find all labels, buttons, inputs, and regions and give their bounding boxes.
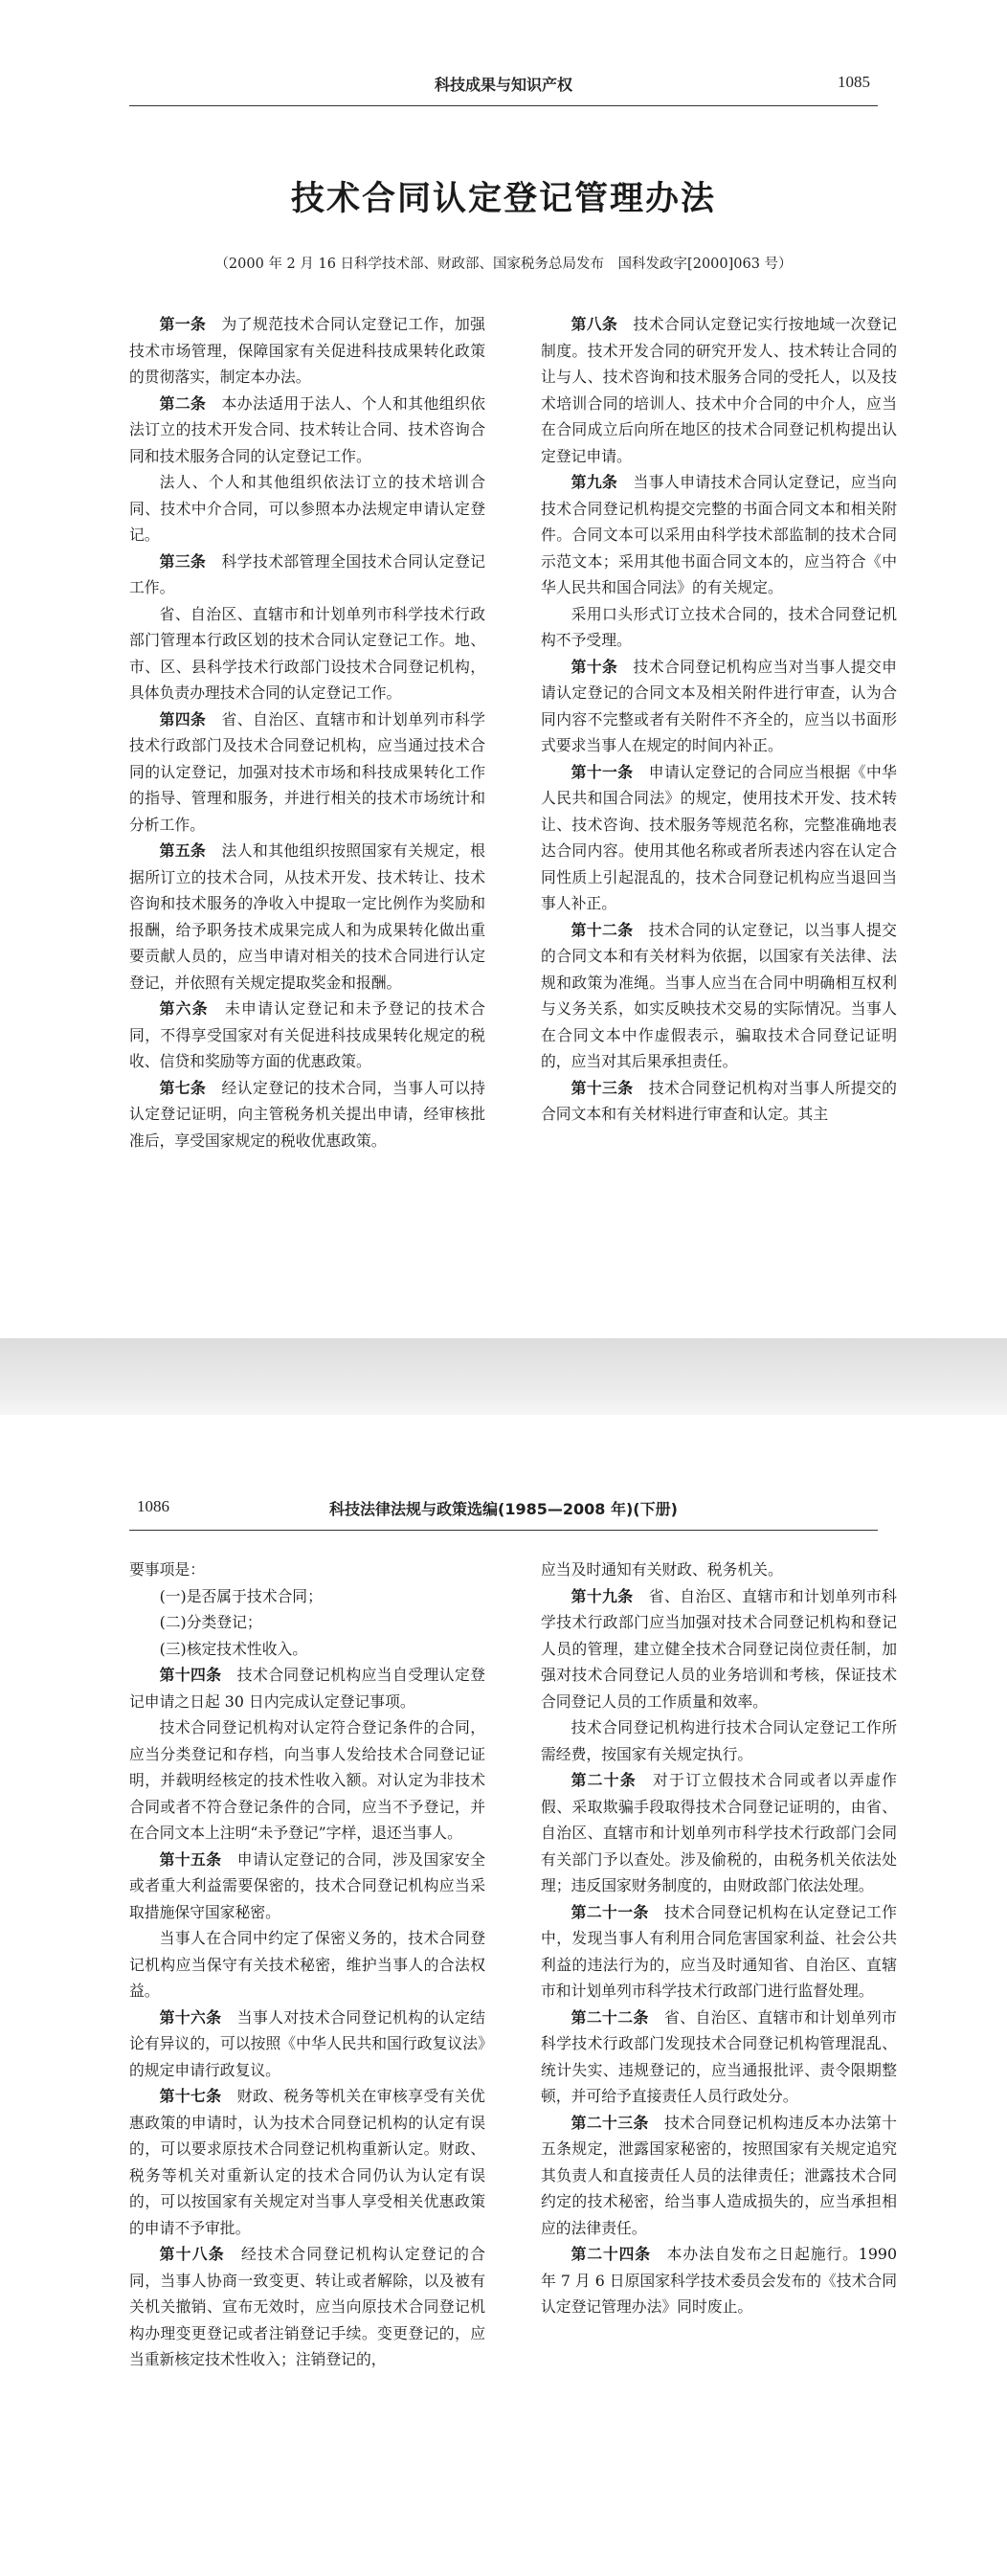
article-text: 技术合同登记机构应当自受理认定登记申请之日起 30 日内完成认定登记事项。 (129, 1666, 485, 1711)
article-paragraph (129, 996, 485, 1075)
article-number: 第十七条 (159, 2087, 222, 2105)
article-text: (二)分类登记； (159, 1613, 262, 1631)
article-number: 第二十四条 (571, 2245, 651, 2263)
article-paragraph (541, 469, 897, 601)
article-number: 第十一条 (571, 762, 634, 781)
article-paragraph (129, 1662, 485, 1714)
article-paragraph (129, 2241, 485, 2373)
article-text: 技术合同登记机构违反本办法第十五条规定，泄露国家秘密的，按照国家有关规定追究其负责人和直接责任人员的法律责任；泄露技术合同约定的技术秘密，给当事人造成损失的，应当承担相应的法律责任。 (541, 2113, 897, 2237)
article-text: 本办法自发布之日起施行。1990 年 7 月 6 日原国家科学技术委员会发布的《技术合同认定登记管理办法》同时废止。 (541, 2245, 897, 2316)
article-paragraph (129, 2083, 485, 2241)
article-number: 第三条 (159, 551, 207, 571)
article-number: 第十二条 (571, 920, 634, 939)
article-text: 科学技术部管理全国技术合同认定登记工作。 (129, 551, 485, 596)
article-paragraph (129, 549, 485, 601)
article-paragraph (129, 1714, 485, 1847)
article-paragraph (129, 706, 485, 839)
article-text: 经技术合同登记机构认定登记的合同，当事人协商一致变更、转让或者解除，以及被有关机关撤销、宣布无效时，应当向原技术合同登记机构办理变更登记或者注销登记手续。变更登记的，应当重新核定技术性收入；注销登记的， (129, 2245, 485, 2368)
article-text: 省、自治区、直辖市和计划单列市科学技术行政部门及技术合同登记机构，应当通过技术合同的认定登记，加强对技术市场和科技成果转化工作的指导、管理和服务，并进行相关的技术市场统计和分析工作。 (129, 709, 485, 834)
article-text: 申请认定登记的合同应当根据《中华人民共和国合同法》的规定，使用技术开发、技术转让、技术咨询、技术服务等规范名称，完整准确地表达合同内容。使用其他名称或者所表述内容在认定合同性质上引起混乱的，技术合同登记机构应当退回当事人补正。 (541, 762, 897, 912)
article-number: 第一条 (159, 315, 207, 333)
article-text: 财政、税务等机关在审核享受有关优惠政策的申请时，认为技术合同登记机构的认定有误的，可以要求原技术合同登记机构重新认定。财政、税务等机关对重新认定的技术合同仍认为认定有误的，可以按国家有关规定对当事人享受相关优惠政策的申请不予审批。 (129, 2087, 485, 2237)
article-paragraph (541, 654, 897, 759)
running-header (129, 1482, 878, 1531)
article-text: 省、自治区、直辖市和计划单列市科学技术行政部门管理本行政区划的技术合同认定登记工作。地、市、区、县科学技术行政部门设技术合同登记机构，具体负责办理技术合同的认定登记工作。 (129, 604, 485, 702)
article-paragraph (541, 2110, 897, 2242)
article-paragraph (129, 1925, 485, 2005)
article-number: 第五条 (159, 841, 207, 860)
article-number: 第九条 (571, 473, 618, 491)
article-paragraph (129, 391, 485, 470)
article-number: 第二十三条 (571, 2113, 649, 2132)
article-number: 第十条 (571, 657, 618, 676)
article-text: 省、自治区、直辖市和计划单列市科学技术行政部门应当加强对技术合同登记机构和登记人员的管理，建立健全技术合同登记岗位责任制，加强对技术合同登记人员的业务培训和考核，保证技术合同登记人员的工作质量和效率。 (541, 1586, 897, 1711)
article-paragraph (129, 311, 485, 391)
article-text: 对于订立假技术合同或者以弄虚作假、采取欺骗手段取得技术合同登记证明的，由省、自治区、直辖市和计划单列市科学技术行政部门会同有关部门予以查处。涉及偷税的，由税务机关依法处理；违反国家财务制度的，由财政部门依法处理。 (541, 1771, 897, 1894)
article-text: 技术合同登记机构对认定符合登记条件的合同，应当分类登记和存档，向当事人发给技术合同登记证明，并载明经核定的技术性收入额。对认定为非技术合同或者不符合登记条件的合同，应当不予登记，并在合同文本上注明“未予登记”字样，退还当事人。 (129, 1718, 485, 1842)
text-column-left (129, 1557, 485, 2373)
article-paragraph (541, 1767, 897, 1899)
article-number: 第十六条 (159, 2007, 222, 2027)
article-text: 应当及时通知有关财政、税务机关。 (541, 1560, 783, 1579)
article-paragraph (129, 1583, 485, 1610)
article-text: 技术合同登记机构进行技术合同认定登记工作所需经费，按国家有关规定执行。 (541, 1718, 897, 1763)
page-number: 1085 (838, 73, 870, 91)
article-number: 第十九条 (571, 1586, 634, 1605)
article-number: 第二条 (159, 393, 207, 413)
article-text: 当事人申请技术合同认定登记，应当向技术合同登记机构提交完整的书面合同文本和相关附件。合同文本可以采用由科学技术部监制的技术合同示范文本；采用其他书面合同文本的，应当符合《中华人民共和国合同法》的有关规定。 (541, 473, 897, 596)
running-header (129, 57, 878, 106)
article-paragraph (541, 601, 897, 654)
article-text: (一)是否属于技术合同； (159, 1586, 323, 1605)
article-number: 第二十一条 (571, 1902, 649, 1921)
article-text: 本办法适用于法人、个人和其他组织依法订立的技术开发合同、技术转让合同、技术咨询合同和技术服务合同的认定登记工作。 (129, 393, 485, 465)
article-number: 第十四条 (159, 1666, 222, 1684)
text-column-right (541, 1557, 897, 2320)
article-number: 第二十条 (571, 1771, 637, 1789)
article-number: 第四条 (159, 709, 207, 728)
article-paragraph (541, 1075, 897, 1128)
article-paragraph (541, 1899, 897, 2005)
text-column-right (541, 311, 897, 1128)
header-book-title: 科技法律法规与政策选编(1985—2008 年)(下册) (329, 1500, 678, 1518)
article-paragraph (129, 1075, 485, 1154)
article-text: 当事人在合同中约定了保密义务的，技术合同登记机构应当保守有关技术秘密，维护当事人的合法权益。 (129, 1929, 485, 2000)
article-text: 法人和其他组织按照国家有关规定，根据所订立的技术合同，从技术开发、技术转让、技术咨询和技术服务的净收入中提取一定比例作为奖励和报酬，给予职务技术成果完成人和为成果转化做出重要贡献人员的，应当申请对相关的技术合同进行认定登记，并依照有关规定提取奖金和报酬。 (129, 841, 485, 992)
article-text: 技术合同认定登记实行按地域一次登记制度。技术开发合同的研究开发人、技术转让合同的让与人、技术咨询和技术服务合同的受托人，以及技术培训合同的培训人、技术中介合同的中介人，应当在合同成立后向所在地区的技术合同登记机构提出认定登记申请。 (541, 315, 897, 465)
article-paragraph (541, 1557, 897, 1583)
article-text: 法人、个人和其他组织依法订立的技术培训合同、技术中介合同，可以参照本办法规定申请认定登记。 (129, 473, 485, 544)
page-1086 (0, 1415, 1007, 2576)
page-number: 1086 (137, 1497, 169, 1515)
article-text: 技术合同的认定登记，以当事人提交的合同文本和有关材料为依据，以国家有关法律、法规和政策为准绳。当事人应当在合同中明确相互权利与义务关系，如实反映技术交易的实际情况。当事人在合同文本中作虚假表示，骗取技术合同登记证明的，应当对其后果承担责任。 (541, 920, 897, 1070)
article-number: 第十八条 (159, 2245, 225, 2263)
article-number: 第七条 (159, 1078, 207, 1097)
article-text: 未申请认定登记和未予登记的技术合同，不得享受国家对有关促进科技成果转化规定的税收、信贷和奖励等方面的优惠政策。 (129, 999, 485, 1070)
article-paragraph (129, 1557, 485, 1583)
header-section-title: 科技成果与知识产权 (434, 76, 572, 94)
article-paragraph (129, 838, 485, 996)
article-number: 第十三条 (571, 1078, 634, 1097)
article-paragraph (541, 2241, 897, 2320)
article-paragraph (129, 2005, 485, 2084)
article-paragraph (541, 1583, 897, 1715)
article-text: 申请认定登记的合同，涉及国家安全或者重大利益需要保密的，技术合同登记机构应当采取措施保守国家秘密。 (129, 1849, 485, 1921)
article-paragraph (129, 1609, 485, 1636)
article-text: 技术合同登记机构应当对当事人提交申请认定登记的合同文本及相关附件进行审查，认为合同内容不完整或者有关附件不齐全的，应当以书面形式要求当事人在规定的时间内补正。 (541, 657, 897, 754)
text-column-left (129, 311, 485, 1154)
article-paragraph (541, 759, 897, 917)
article-paragraph (541, 2005, 897, 2110)
article-number: 第六条 (159, 999, 209, 1018)
article-paragraph (129, 469, 485, 549)
article-number: 第二十二条 (571, 2007, 649, 2027)
document-subtitle: （2000 年 2 月 16 日科学技术部、财政部、国家税务总局发布 国科发政字[2000]063 号） (214, 257, 793, 272)
article-text: 为了规范技术合同认定登记工作，加强技术市场管理，保障国家有关促进科技成果转化政策的贯彻落实，制定本办法。 (129, 315, 485, 386)
article-paragraph (541, 311, 897, 469)
article-text: 要事项是： (129, 1560, 205, 1579)
article-paragraph (541, 917, 897, 1075)
article-text: 技术合同登记机构对当事人所提交的合同文本和有关材料进行审查和认定。其主 (541, 1078, 897, 1123)
article-number: 第八条 (571, 315, 618, 333)
article-number: 第十五条 (159, 1849, 222, 1869)
document-title: 技术合同认定登记管理办法 (290, 180, 716, 218)
article-text: 技术合同登记机构在认定登记工作中，发现当事人有利用合同危害国家利益、社会公共利益的违法行为的，应当及时通知省、自治区、直辖市和计划单列市科学技术行政部门进行监督处理。 (541, 1902, 897, 2000)
page-gap (0, 1338, 1007, 1415)
article-text: 当事人对技术合同登记机构的认定结论有异议的，可以按照《中华人民共和国行政复议法》的规定申请行政复议。 (129, 2007, 485, 2079)
article-paragraph (541, 1714, 897, 1767)
article-paragraph (129, 1847, 485, 1926)
article-text: 采用口头形式订立技术合同的，技术合同登记机构不予受理。 (541, 604, 897, 649)
article-paragraph (129, 601, 485, 706)
article-text: 省、自治区、直辖市和计划单列市科学技术行政部门发现技术合同登记机构管理混乱、统计失实、违规登记的，应当通报批评、责令限期整顿，并可给予直接责任人员行政处分。 (541, 2007, 897, 2105)
article-text: (三)核定技术性收入。 (159, 1639, 308, 1658)
article-paragraph (129, 1636, 485, 1663)
article-text: 经认定登记的技术合同，当事人可以持认定登记证明，向主管税务机关提出申请，经审核批准后，享受国家规定的税收优惠政策。 (129, 1078, 485, 1150)
